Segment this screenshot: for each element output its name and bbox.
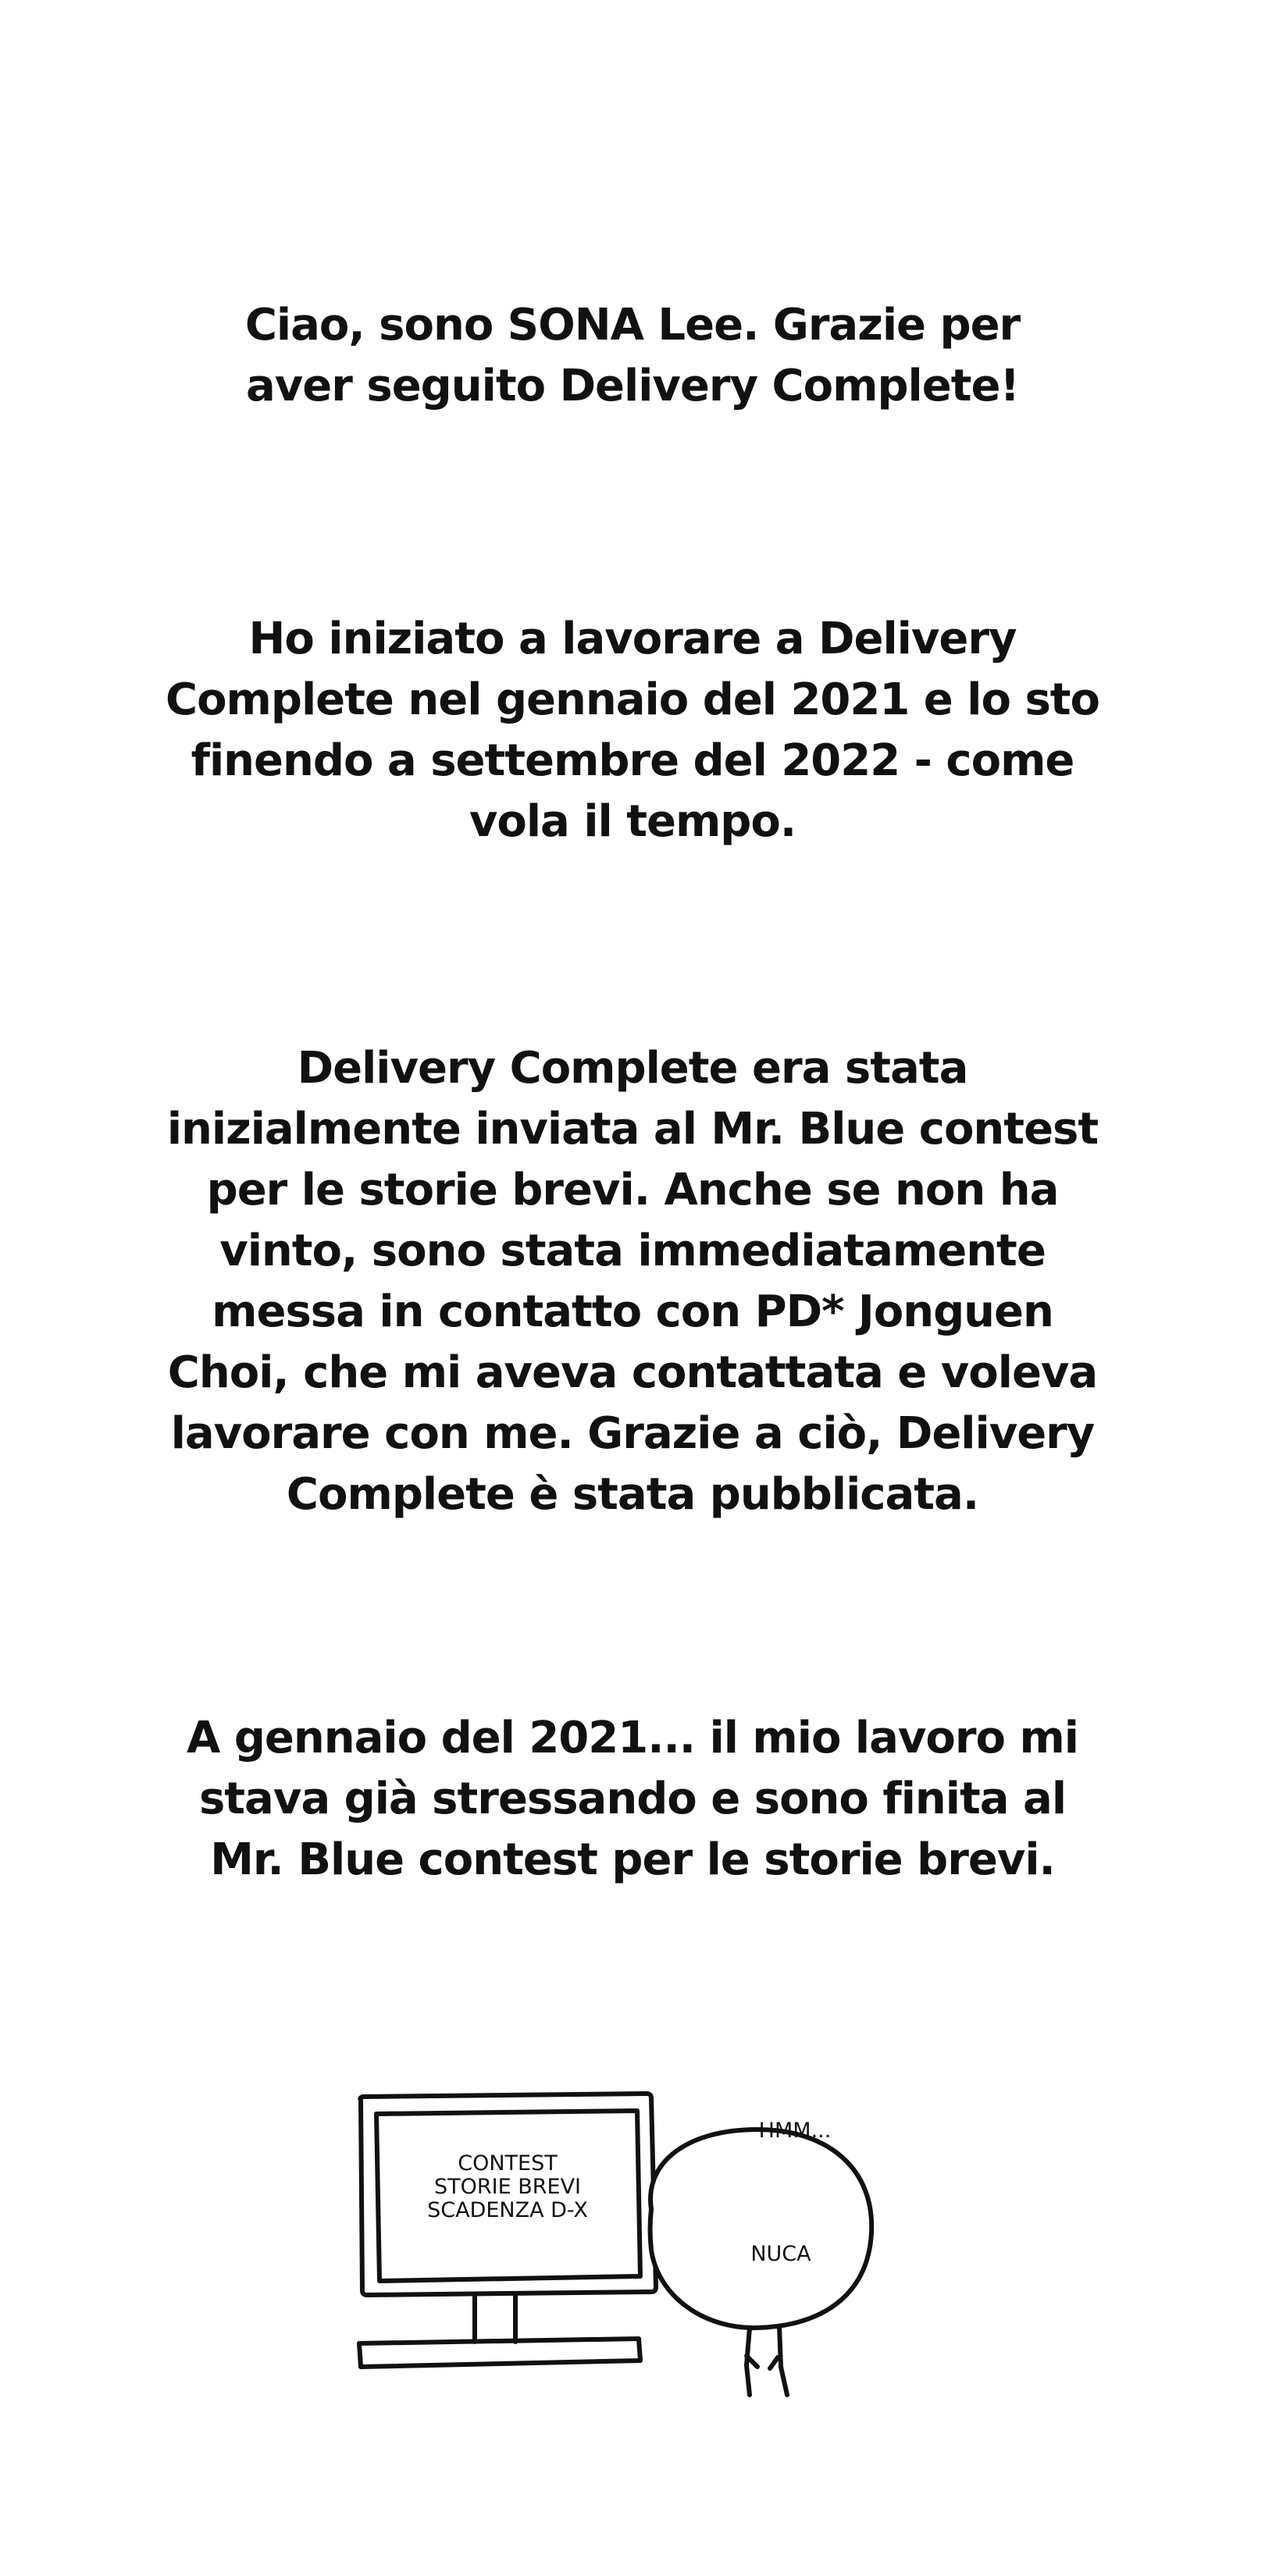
- caption-line: per le storie brevi. Anche se non ha: [206, 1165, 1059, 1215]
- caption-line: Complete è stata pubblicata.: [286, 1469, 979, 1520]
- neck-lines: [747, 2356, 778, 2368]
- caption-line: lavorare con me. Grazie a ciò, Delivery: [170, 1408, 1095, 1459]
- caption-greeting: [0, 295, 1265, 417]
- caption-line: aver seguito Delivery Complete!: [245, 361, 1019, 411]
- caption-line: messa in contatto con PD* Jonguen: [212, 1286, 1053, 1337]
- caption-line: finendo a settembre del 2022 - come: [191, 735, 1074, 786]
- screen-text-line: CONTEST: [458, 2151, 558, 2176]
- head-label: NUCA: [750, 2242, 811, 2266]
- screen-text-line: SCADENZA D-X: [427, 2198, 588, 2222]
- monitor-stand-neck: [475, 2295, 515, 2342]
- caption-line: Delivery Complete era stata: [297, 1043, 968, 1094]
- caption-line: vinto, sono stata immediatamente: [219, 1226, 1046, 1276]
- caption-line: Choi, che mi aveva contattata e voleva: [167, 1347, 1098, 1398]
- caption-timeline: [0, 609, 1265, 852]
- thought-text: HMM...: [758, 2119, 832, 2143]
- caption-line: Ciao, sono SONA Lee. Grazie per: [244, 300, 1021, 350]
- head-outline: [650, 2129, 872, 2328]
- caption-line: Ho iniziato a lavorare a Delivery: [248, 614, 1017, 664]
- screen-text-line: STORIE BREVI: [433, 2175, 582, 2199]
- monitor-stand-base: [359, 2339, 640, 2367]
- caption-line: A gennaio del 2021... il mio lavoro mi: [186, 1713, 1079, 1763]
- caption-line: stava già stressando e sono finita al: [198, 1774, 1067, 1824]
- caption-january: [0, 1708, 1265, 1891]
- caption-line: Complete nel gennaio del 2021 e lo sto: [165, 674, 1100, 725]
- caption-contest-story: [0, 1038, 1265, 1525]
- caption-line: Mr. Blue contest per le storie brevi.: [210, 1834, 1055, 1885]
- monitor-and-head-illustration: [336, 2076, 945, 2451]
- caption-line: inizialmente inviata al Mr. Blue contest: [166, 1104, 1099, 1155]
- caption-line: vola il tempo.: [469, 796, 796, 847]
